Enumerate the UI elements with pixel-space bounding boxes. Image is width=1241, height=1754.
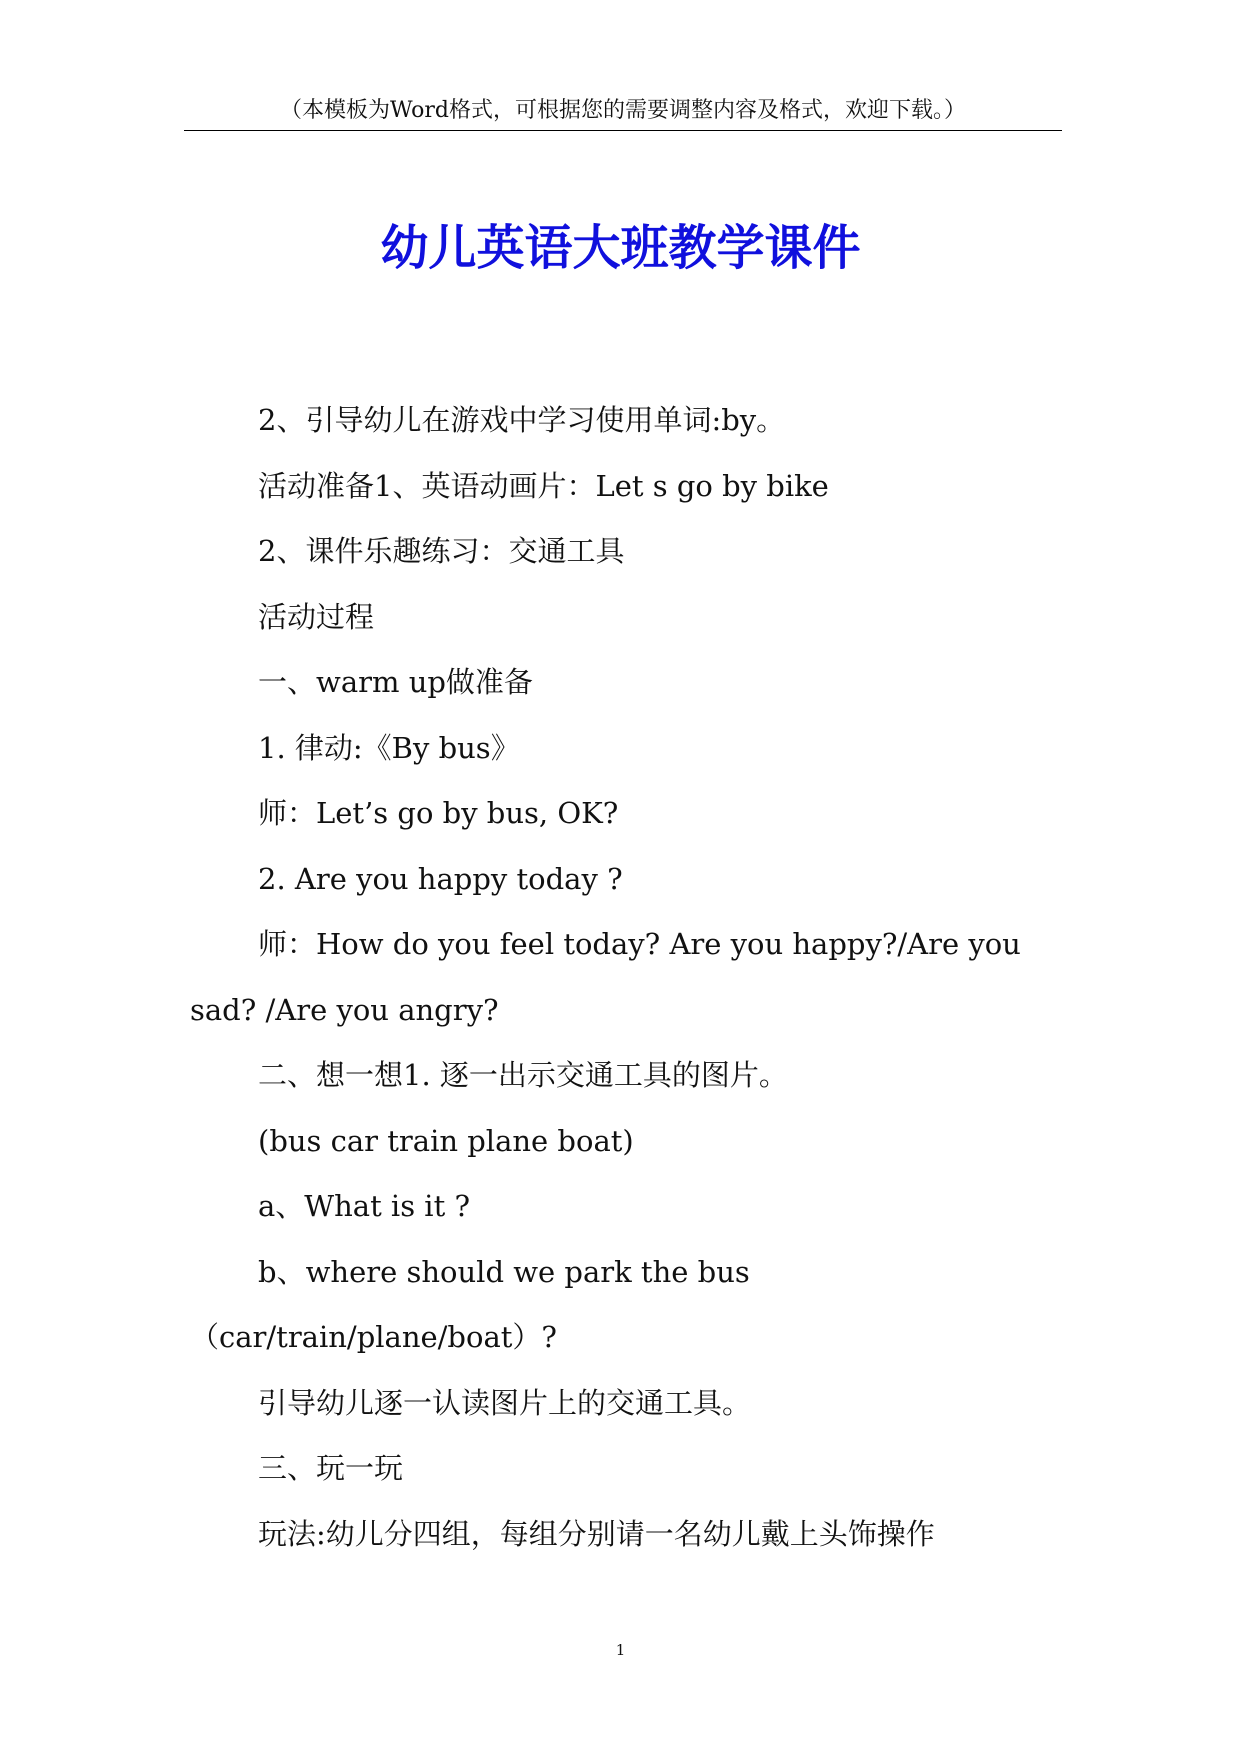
document-title: 幼儿英语大班教学课件 — [380, 220, 861, 276]
paragraph: 1. 律动:《By bus》 — [258, 730, 520, 765]
paragraph: 2. Are you happy today ? — [258, 861, 623, 896]
paragraph: 活动准备1、英语动画片：Let s go by bike — [258, 468, 829, 503]
document-body — [190, 388, 1070, 1567]
paragraph: 活动过程 — [258, 599, 375, 634]
paragraph: 一、warm up做准备 — [258, 665, 533, 699]
paragraph: 2、课件乐趣练习：交通工具 — [258, 534, 625, 568]
paragraph: a、What is it ? — [258, 1189, 471, 1223]
paragraph: (bus car train plane boat) — [258, 1123, 634, 1158]
paragraph: 2、引导幼儿在游戏中学习使用单词:by。 — [258, 403, 786, 437]
paragraph: 师：How do you feel today? Are you happy?/Are you sad? /Are you angry? — [190, 927, 1031, 1027]
paragraph: 玩法:幼儿分四组，每组分别请一名幼儿戴上头饰操作 — [258, 1516, 935, 1551]
paragraph: b、where should we park the bus （car/train/plane/boat）? — [190, 1254, 759, 1354]
page-number: 1 — [615, 1641, 626, 1659]
paragraph: 师：Let’s go by bus, OK? — [258, 796, 619, 830]
paragraph: 二、想一想1. 逐一出示交通工具的图片。 — [258, 1058, 788, 1092]
paragraph: 引导幼儿逐一认读图片上的交通工具。 — [258, 1385, 752, 1420]
paragraph: 三、玩一玩 — [258, 1451, 404, 1485]
header-divider — [184, 130, 1062, 131]
header-note: （本模板为Word格式，可根据您的需要调整内容及格式，欢迎下载。） — [280, 98, 966, 123]
